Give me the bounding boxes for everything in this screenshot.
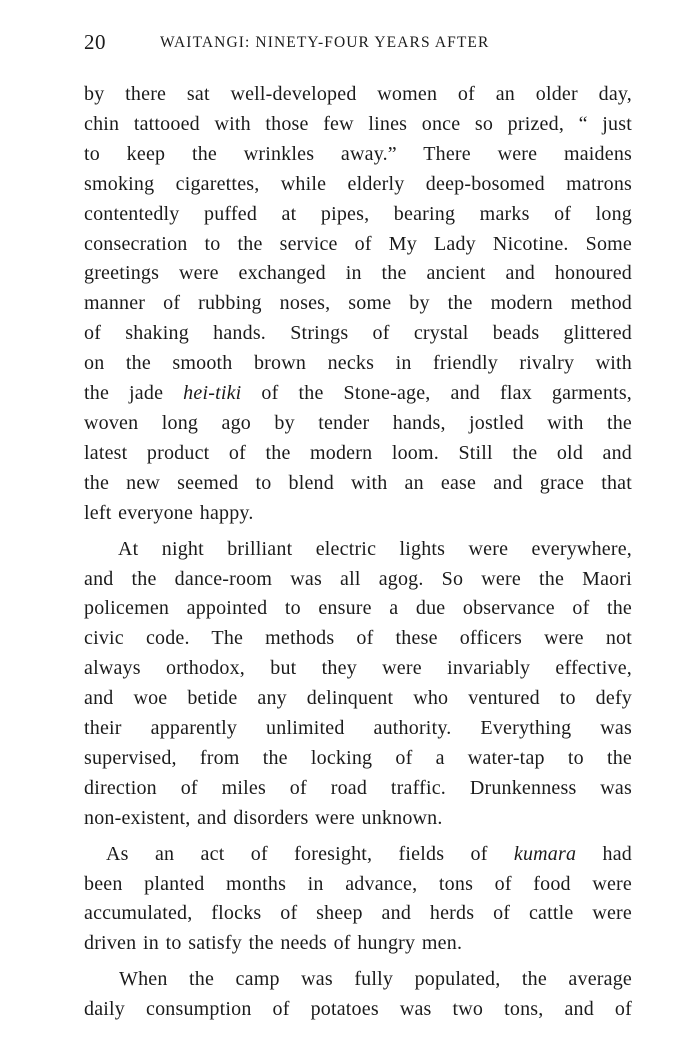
page-header xyxy=(84,30,644,60)
text-line xyxy=(84,289,632,319)
body-text xyxy=(84,80,632,1025)
paragraph-1 xyxy=(84,80,632,529)
text-line xyxy=(84,259,632,289)
text-span: smoking cigarettes, while elderly deep-bosomed matrons xyxy=(84,172,632,195)
text-line xyxy=(84,965,632,995)
text-span: always orthodox, but they were invariably effective, xyxy=(84,657,632,680)
text-span: been planted months in advance, tons of food were xyxy=(84,872,632,895)
text-span: civic code. The methods of these officers were not xyxy=(84,627,632,650)
text-span: direction of miles of road traffic. Drunkenness was xyxy=(84,776,632,799)
text-span: latest product of the modern loom. Still the old and xyxy=(84,441,632,464)
text-span: on the smooth brown necks in friendly rivalry with xyxy=(84,352,632,375)
text-span: accumulated, flocks of sheep and herds of cattle were xyxy=(84,902,632,925)
text-line xyxy=(84,379,632,409)
text-span: When the camp was fully populated, the average xyxy=(119,968,632,991)
text-line xyxy=(84,110,632,140)
text-line xyxy=(84,744,632,774)
text-line xyxy=(84,170,632,200)
running-title: WAITANGI: NINETY-FOUR YEARS AFTER xyxy=(160,34,490,51)
paragraph-3 xyxy=(84,840,632,960)
text-line xyxy=(84,714,632,744)
text-span: of the Stone-age, and flax garments, xyxy=(241,382,633,405)
text-span: and the dance-room was all agog. So were the Maori xyxy=(84,567,632,590)
text-line xyxy=(84,995,632,1025)
text-line xyxy=(84,469,632,499)
text-line xyxy=(84,230,632,260)
text-span: driven in to satisfy the needs of hungry men. xyxy=(84,932,463,955)
text-line xyxy=(84,899,632,929)
text-span: daily consumption of potatoes was two tons, and of xyxy=(84,998,632,1021)
text-line xyxy=(84,535,632,565)
text-span: left everyone happy. xyxy=(84,501,254,524)
text-span: to keep the wrinkles away.” There were maidens xyxy=(84,142,632,165)
text-span: chin tattooed with those few lines once so prized, “ just xyxy=(84,112,632,135)
text-line xyxy=(84,349,632,379)
text-span: by there sat well-developed women of an older day, xyxy=(84,83,632,105)
page-number: 20 xyxy=(84,30,106,54)
text-line xyxy=(84,804,632,834)
text-line xyxy=(84,929,632,959)
text-line xyxy=(84,654,632,684)
text-line xyxy=(84,840,632,870)
text-line xyxy=(84,140,632,170)
text-line xyxy=(84,684,632,714)
text-line xyxy=(84,499,632,529)
text-span: At night brilliant electric lights were everywhere, xyxy=(118,537,632,560)
text-line xyxy=(84,594,632,624)
text-span: and woe betide any delinquent who ventured to defy xyxy=(84,687,632,710)
text-line xyxy=(84,870,632,900)
text-line xyxy=(84,624,632,654)
text-line xyxy=(84,565,632,595)
paragraph-2 xyxy=(84,535,632,834)
text-span: policemen appointed to ensure a due observance of the xyxy=(84,597,632,620)
text-line xyxy=(84,319,632,349)
text-span: the new seemed to blend with an ease and grace that xyxy=(84,471,632,494)
text-span: contentedly puffed at pipes, bearing marks of long xyxy=(84,202,632,225)
text-line xyxy=(84,200,632,230)
paragraph-4 xyxy=(84,965,632,1025)
text-line xyxy=(84,774,632,804)
text-span: As an act of foresight, fields of xyxy=(106,842,514,865)
text-span: woven long ago by tender hands, jostled with the xyxy=(84,411,632,434)
text-span: the jade xyxy=(84,382,184,405)
text-span: manner of rubbing noses, some by the modern method xyxy=(84,292,632,315)
text-span: had xyxy=(576,842,632,865)
text-span: greetings were exchanged in the ancient and honoured xyxy=(84,262,632,285)
text-span: non-existent, and disorders were unknown. xyxy=(84,806,443,829)
text-span: consecration to the service of My Lady Nicotine. Some xyxy=(84,232,632,255)
text-span: supervised, from the locking of a water-tap to the xyxy=(84,746,632,769)
text-line xyxy=(84,439,632,469)
text-line xyxy=(84,80,632,110)
text-span: of shaking hands. Strings of crystal beads glittered xyxy=(84,322,632,345)
text-span: their apparently unlimited authority. Everything was xyxy=(84,717,632,740)
text-line xyxy=(84,409,632,439)
italic-term: hei-tiki xyxy=(183,382,242,405)
italic-term: kumara xyxy=(513,842,577,865)
